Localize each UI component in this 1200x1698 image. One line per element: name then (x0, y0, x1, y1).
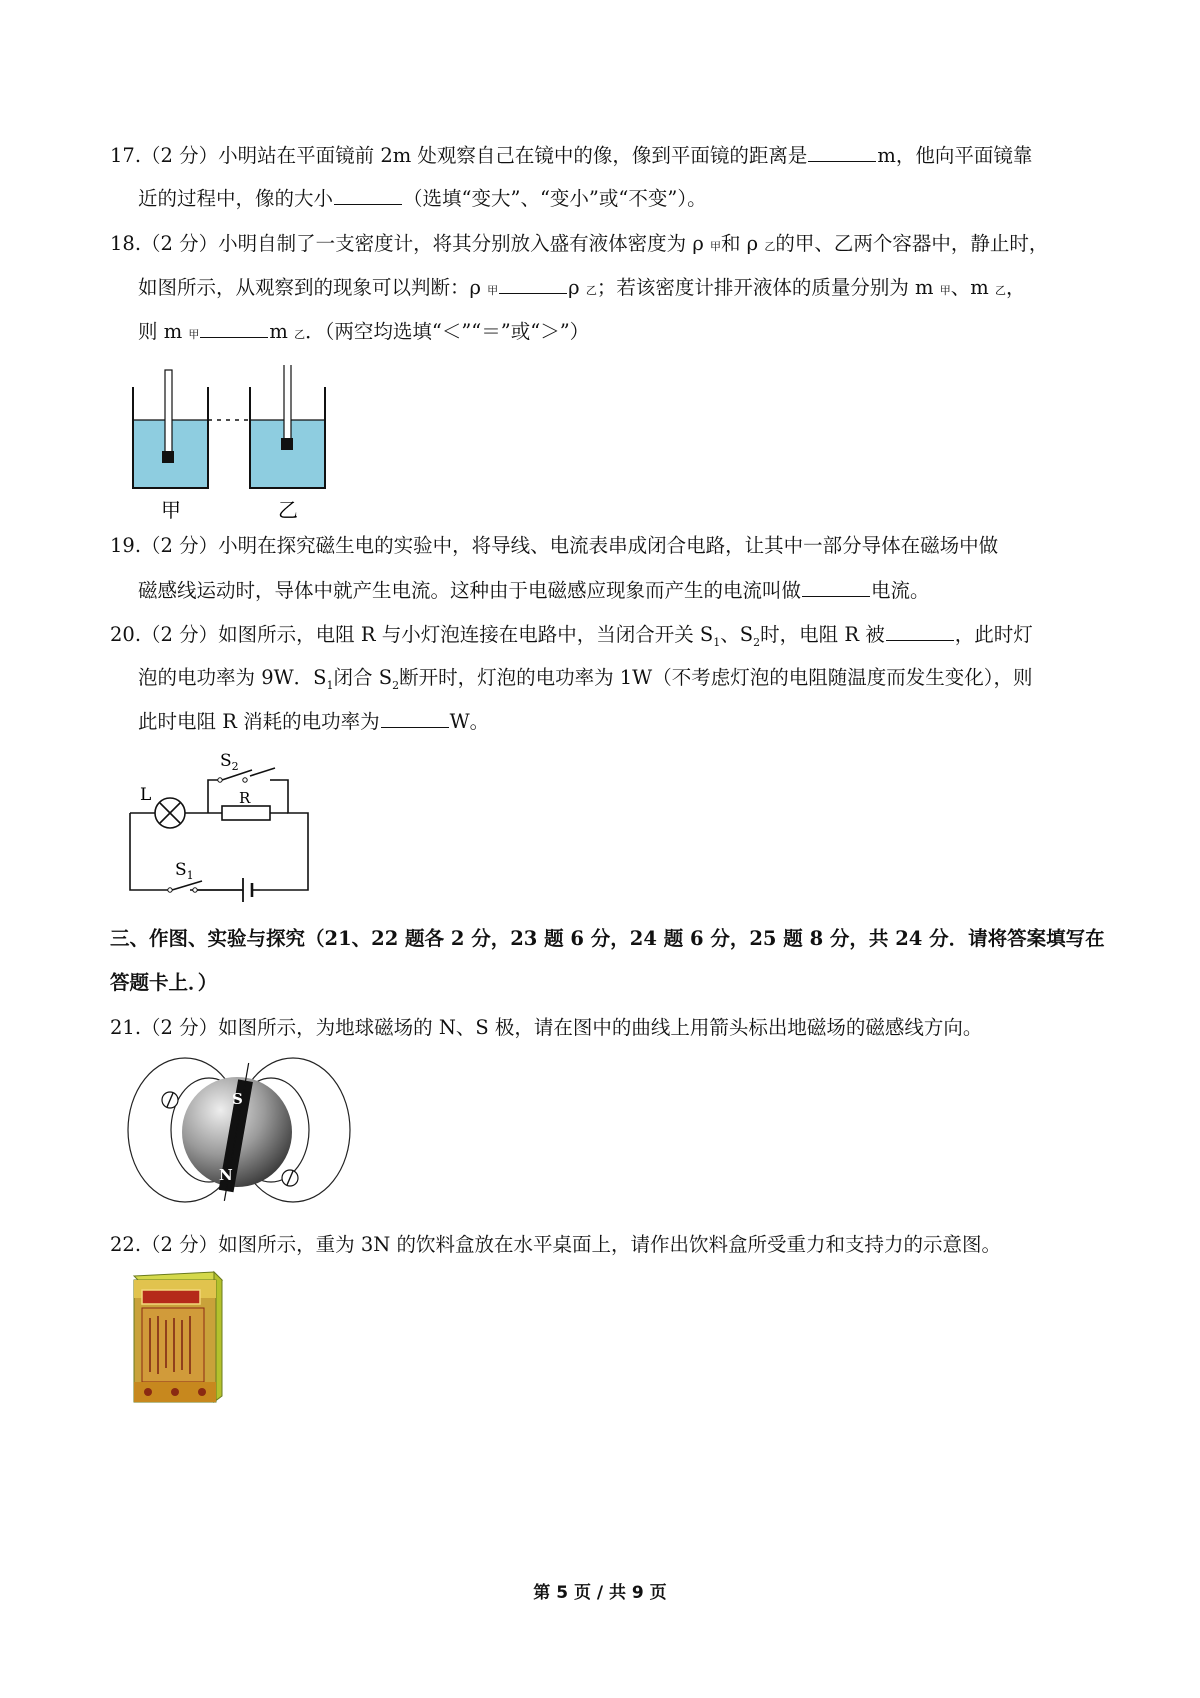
label-S2: $S_2$ (220, 751, 239, 773)
q17-answer-blank-1[interactable] (808, 143, 876, 162)
q19-text-1: 19.（2 分）小明在探究磁生电的实验中，将导线、电流表串成闭合电路，让其中一部分导体在磁场中做 (110, 534, 999, 557)
q22-line-1 (110, 1231, 1001, 1259)
q20-text-2c: 断开时，灯泡的电功率为 1W（不考虑灯泡的电阻随温度而发生变化），则 (399, 666, 1033, 689)
hydrometer-stem-jia (165, 370, 172, 455)
circuit-wire (130, 768, 308, 890)
q19-text-2b: 电流。 (871, 579, 930, 602)
q17-line-1 (110, 142, 1032, 170)
q19-text-2a: 磁感线运动时，导体中就产生电流。这种由于电磁感应现象而产生的电流叫做 (138, 579, 802, 602)
section-3-text-1: 三、作图、实验与探究（21、22 题各 2 分，23 题 6 分，24 题 6 分，25 题 8 分，共 24 分．请将答案填写在 (110, 927, 1105, 950)
q18-text-2b: ρ (568, 276, 586, 299)
q20-sub-2-s1: 1 (326, 678, 334, 692)
q18-sub-yi: 乙 (764, 240, 776, 253)
q18-sub-3-1: 甲 (188, 328, 200, 341)
resistor-R (222, 806, 270, 820)
q17-answer-blank-2[interactable] (334, 186, 402, 205)
q18-line-3 (138, 318, 589, 349)
q20-answer-blank-1[interactable] (886, 622, 954, 641)
q20-text-1c: 时，电阻 R 被 (760, 623, 885, 646)
page-footer: 第 5 页 / 共 9 页 (533, 1583, 667, 1603)
section-3-heading-line-1 (110, 925, 1105, 953)
q20-text-3b: W。 (449, 710, 490, 733)
hydrometer-stem-yi (284, 365, 291, 442)
q18-sub-2-3: 甲 (939, 284, 951, 297)
q18-text-3a: 则 m (138, 320, 189, 343)
q20-sub-2-s2: 2 (392, 678, 400, 692)
q18-text-3c: ．（两空均选填“＜”“＝”或“＞”） (305, 320, 590, 343)
q18-text-2d: 、m (950, 276, 995, 299)
q20-line-2 (138, 664, 1032, 700)
compass-right (282, 1170, 298, 1186)
q20-circuit-diagram (120, 748, 340, 908)
label-S1: $S_1$ (175, 860, 194, 882)
q18-text-2a: 如图所示，从观察到的现象可以判断：ρ (138, 276, 488, 299)
q20-text-2b: 闭合 S (333, 666, 393, 689)
q18-text-2c: ；若该密度计排开液体的质量分别为 m (596, 276, 940, 299)
q20-sub-s2: 2 (753, 635, 761, 649)
q18-text-1b: 和 ρ (720, 232, 765, 255)
q18-text-2e: ， (1005, 276, 1026, 299)
q20-answer-blank-2[interactable] (381, 709, 449, 728)
q17-text-1a: 17.（2 分）小明站在平面镜前 2m 处观察自己在镜中的像，像到平面镜的距离是 (110, 144, 808, 167)
q18-text-1c: 的甲、乙两个容器中，静止时， (775, 232, 1049, 255)
q17-text-2b: （选填“变大”、“变小”或“不变”）。 (403, 187, 707, 210)
hydrometer-bulb-yi (281, 438, 293, 450)
q18-sub-2-4: 乙 (994, 284, 1006, 297)
q21-earth-magnetic-field-figure (125, 1052, 355, 1214)
q22-drink-box-image (128, 1268, 228, 1408)
hydrometer-bulb-jia (162, 451, 174, 463)
label-jia: 甲 (161, 498, 181, 522)
q20-text-2a: 泡的电功率为 9W．S (138, 666, 327, 689)
q20-line-3 (138, 708, 489, 736)
compass-left (162, 1092, 178, 1108)
label-L: L (140, 785, 152, 805)
q19-answer-blank[interactable] (802, 578, 870, 597)
q19-line-2 (138, 577, 930, 605)
q18-answer-blank-1[interactable] (499, 275, 567, 294)
q20-text-1a: 20.（2 分）如图所示，电阻 R 与小灯泡连接在电路中，当闭合开关 S (110, 623, 714, 646)
q18-sub-3-2: 乙 (294, 328, 306, 341)
q20-text-1b: 、S (720, 623, 754, 646)
q20-sub-s1: 1 (713, 635, 721, 649)
q18-line-2 (138, 274, 1025, 305)
q20-line-1 (110, 621, 1033, 657)
q17-line-2 (138, 185, 707, 213)
label-yi: 乙 (278, 498, 298, 522)
q18-line-1 (110, 230, 1048, 261)
q18-answer-blank-2[interactable] (200, 319, 268, 338)
q21-text-1: 21.（2 分）如图所示，为地球磁场的 N、S 极，请在图中的曲线上用箭头标出地磁场的磁感线方向。 (110, 1016, 983, 1039)
q22-text-1: 22.（2 分）如图所示，重为 3N 的饮料盒放在水平桌面上，请作出饮料盒所受重力和支持力的示意图。 (110, 1233, 1001, 1256)
q18-hydrometer-figure (128, 365, 368, 525)
q18-sub-jia: 甲 (709, 240, 721, 253)
q18-sub-2-2: 乙 (585, 284, 597, 297)
section-3-text-2: 答题卡上．） (110, 971, 218, 994)
q20-text-3a: 此时电阻 R 消耗的电功率为 (138, 710, 380, 733)
q18-text-1a: 18.（2 分）小明自制了一支密度计，将其分别放入盛有液体密度为 ρ (110, 232, 710, 255)
q19-line-1 (110, 532, 998, 560)
q18-text-3b: m (269, 320, 295, 343)
q17-text-1b: m，他向平面镜靠 (877, 144, 1033, 167)
q18-sub-2-1: 甲 (487, 284, 499, 297)
q17-text-2a: 近的过程中，像的大小 (138, 187, 334, 210)
q20-text-1d: ，此时灯 (954, 623, 1033, 646)
q21-line-1 (110, 1014, 982, 1042)
label-R: R (239, 789, 251, 807)
pole-label-N: N (219, 1166, 233, 1184)
section-3-heading-line-2 (110, 969, 217, 997)
pole-label-S: S (232, 1090, 243, 1108)
